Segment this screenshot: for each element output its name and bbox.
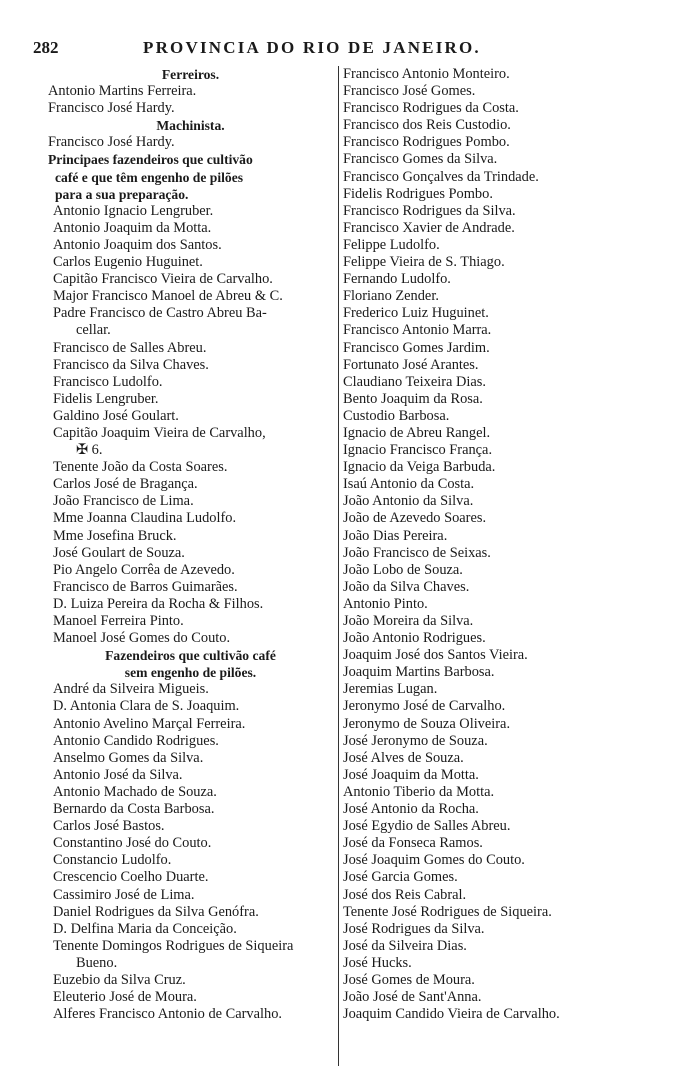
- list-item: José Joaquim da Motta.: [343, 766, 479, 783]
- list-item: Carlos José de Bragança.: [53, 476, 198, 493]
- list-item: D. Luiza Pereira da Rocha & Filhos.: [53, 595, 264, 612]
- list-item: Joaquim Candido Vieira de Carvalho.: [343, 1006, 560, 1023]
- list-item: Felippe Ludolfo.: [343, 236, 440, 253]
- list-item: José Hucks.: [343, 954, 412, 971]
- right-column: [343, 66, 643, 1023]
- list-item: Antonio Martins Ferreira.: [48, 83, 197, 100]
- list-item: João Lobo de Souza.: [343, 561, 463, 578]
- list-item: Fernando Ludolfo.: [343, 271, 451, 288]
- list-item-continuation: ✠ 6.: [76, 442, 103, 459]
- running-title: PROVINCIA DO RIO DE JANEIRO.: [143, 38, 481, 57]
- list-item: Capitão Francisco Vieira de Carvalho.: [53, 271, 273, 288]
- list-item: José da Fonseca Ramos.: [343, 835, 483, 852]
- list-item: Fortunato José Arantes.: [343, 356, 479, 373]
- list-item: Antonio Pinto.: [343, 595, 428, 612]
- list-item: Francisco da Silva Chaves.: [53, 356, 209, 373]
- section-heading: sem engenho de pilões.: [124, 665, 257, 681]
- list-item: Francisco dos Reis Custodio.: [343, 117, 511, 134]
- list-item: Fidelis Lengruber.: [53, 390, 159, 407]
- list-item: João Antonio da Silva.: [343, 493, 474, 510]
- list-item: Cassimiro José de Lima.: [53, 886, 195, 903]
- list-item: Francisco Xavier de Andrade.: [343, 219, 515, 236]
- list-item: Joaquim José dos Santos Vieira.: [343, 647, 528, 664]
- left-column: [48, 66, 333, 1023]
- list-item: Antonio Candido Rodrigues.: [53, 732, 219, 749]
- list-item: Antonio Ignacio Lengruber.: [53, 202, 214, 219]
- list-item: João Antonio Rodrigues.: [343, 630, 486, 647]
- list-item: Custodio Barbosa.: [343, 407, 450, 424]
- list-item: Jeronymo de Souza Oliveira.: [343, 715, 511, 732]
- list-item: José Alves de Souza.: [343, 749, 464, 766]
- list-item: Antonio Avelino Marçal Ferreira.: [53, 715, 246, 732]
- list-item: Frederico Luiz Huguinet.: [343, 305, 489, 322]
- list-item: Francisco Rodrigues da Costa.: [343, 100, 519, 117]
- section-heading: café e que têm engenho de pilões: [55, 169, 244, 185]
- list-item: Floriano Zender.: [343, 288, 439, 305]
- list-item: Antonio José da Silva.: [53, 766, 183, 783]
- list-item: Isaú Antonio da Costa.: [343, 476, 475, 493]
- list-item: Galdino José Goulart.: [53, 407, 179, 424]
- list-item: Mme Josefina Bruck.: [53, 527, 177, 544]
- list-item: Francisco Rodrigues da Silva.: [343, 202, 516, 219]
- list-item: Francisco Gonçalves da Trindade.: [343, 168, 539, 185]
- list-item: Francisco de Salles Abreu.: [53, 339, 207, 356]
- list-item: Major Francisco Manoel de Abreu & C.: [53, 288, 283, 305]
- list-item: José dos Reis Cabral.: [343, 886, 467, 903]
- list-item: Manoel Ferreira Pinto.: [53, 613, 184, 629]
- list-item: Fidelis Rodrigues Pombo.: [343, 185, 493, 202]
- list-item: João José de Sant'Anna.: [343, 989, 482, 1006]
- list-item: Antonio Joaquim dos Santos.: [53, 236, 222, 253]
- list-item: Manoel José Gomes do Couto.: [53, 630, 231, 647]
- list-item: Ignacio Francisco França.: [343, 442, 493, 459]
- list-item: Bento Joaquim da Rosa.: [343, 390, 483, 407]
- page-header: [0, 38, 693, 62]
- list-item: Antonio Tiberio da Motta.: [343, 783, 495, 800]
- list-item: Francisco Antonio Marra.: [343, 322, 492, 339]
- section-heading: para a sua preparação.: [55, 186, 189, 202]
- list-item: Francisco José Hardy.: [48, 100, 175, 117]
- list-item: Carlos Eugenio Huguinet.: [53, 254, 203, 271]
- list-item: José Antonio da Rocha.: [343, 801, 479, 818]
- list-item: João Francisco de Seixas.: [343, 544, 491, 561]
- list-item: Capitão Joaquim Vieira de Carvalho,: [53, 424, 266, 441]
- list-item: José Egydio de Salles Abreu.: [343, 818, 511, 835]
- list-item: João Francisco de Lima.: [53, 493, 194, 510]
- list-item: João Dias Pereira.: [343, 527, 448, 544]
- list-item: José da Silveira Dias.: [343, 937, 467, 954]
- list-item: André da Silveira Migueis.: [53, 681, 209, 698]
- section-heading: Fazendeiros que cultivão café: [105, 648, 276, 664]
- list-item: Claudiano Teixeira Dias.: [343, 373, 486, 390]
- list-item: Antonio Joaquim da Motta.: [53, 219, 212, 236]
- list-item: José Goulart de Souza.: [53, 544, 185, 561]
- list-item: Joaquim Martins Barbosa.: [343, 664, 495, 681]
- column-divider: [338, 66, 339, 1066]
- page-number: 282: [33, 38, 59, 57]
- list-item: Francisco Gomes Jardim.: [343, 339, 490, 356]
- list-item: João da Silva Chaves.: [343, 578, 470, 595]
- list-item: Tenente João da Costa Soares.: [53, 459, 228, 476]
- list-item: José Joaquim Gomes do Couto.: [343, 852, 525, 869]
- list-item: José Gomes de Moura.: [343, 971, 475, 988]
- list-item: Jeronymo José de Carvalho.: [343, 698, 506, 715]
- list-item: Francisco de Barros Guimarães.: [53, 578, 238, 595]
- list-item-continuation: cellar.: [76, 322, 111, 339]
- list-item-continuation: Bueno.: [76, 954, 118, 971]
- list-item: Francisco Rodrigues Pombo.: [343, 134, 510, 151]
- list-item: Crescencio Coelho Duarte.: [53, 869, 209, 886]
- list-item: Carlos José Bastos.: [53, 818, 165, 835]
- list-item: Ignacio da Veiga Barbuda.: [343, 459, 496, 476]
- list-item: Tenente José Rodrigues de Siqueira.: [343, 903, 552, 920]
- list-item: Felippe Vieira de S. Thiago.: [343, 254, 505, 271]
- list-item: Padre Francisco de Castro Abreu Ba-: [53, 305, 267, 322]
- section-heading: Principaes fazendeiros que cultivão: [48, 152, 253, 168]
- list-item: Pio Angelo Corrêa de Azevedo.: [53, 561, 235, 578]
- list-item: Antonio Machado de Souza.: [53, 783, 217, 800]
- list-item: José Jeronymo de Souza.: [343, 732, 488, 749]
- list-item: Mme Joanna Claudina Ludolfo.: [53, 510, 237, 527]
- list-item: Daniel Rodrigues da Silva Genófra.: [53, 903, 259, 920]
- list-item: José Rodrigues da Silva.: [343, 920, 485, 937]
- list-item: Francisco Gomes da Silva.: [343, 151, 498, 168]
- list-item: Francisco Ludolfo.: [53, 373, 163, 390]
- list-item: Ignacio de Abreu Rangel.: [343, 424, 491, 441]
- list-item: D. Antonia Clara de S. Joaquim.: [53, 698, 240, 715]
- list-item: João Moreira da Silva.: [343, 613, 474, 629]
- section-heading: Ferreiros.: [161, 67, 220, 82]
- list-item: D. Delfina Maria da Conceição.: [53, 920, 237, 937]
- list-item: José Garcia Gomes.: [343, 869, 458, 886]
- list-item: Bernardo da Costa Barbosa.: [53, 801, 215, 818]
- list-item: Jeremias Lugan.: [343, 681, 438, 698]
- list-item: Anselmo Gomes da Silva.: [53, 749, 204, 766]
- list-item: Francisco José Hardy.: [48, 134, 175, 151]
- section-heading: Machinista.: [156, 118, 225, 134]
- list-item: João de Azevedo Soares.: [343, 510, 487, 527]
- list-item: Alferes Francisco Antonio de Carvalho.: [53, 1006, 282, 1023]
- list-item: Constancio Ludolfo.: [53, 852, 172, 869]
- list-item: Euzebio da Silva Cruz.: [53, 971, 186, 988]
- list-item: Constantino José do Couto.: [53, 835, 212, 852]
- list-item: Francisco Antonio Monteiro.: [343, 66, 510, 82]
- list-item: Tenente Domingos Rodrigues de Siqueira: [53, 937, 294, 954]
- list-item: Eleuterio José de Moura.: [53, 989, 197, 1006]
- list-item: Francisco José Gomes.: [343, 83, 476, 100]
